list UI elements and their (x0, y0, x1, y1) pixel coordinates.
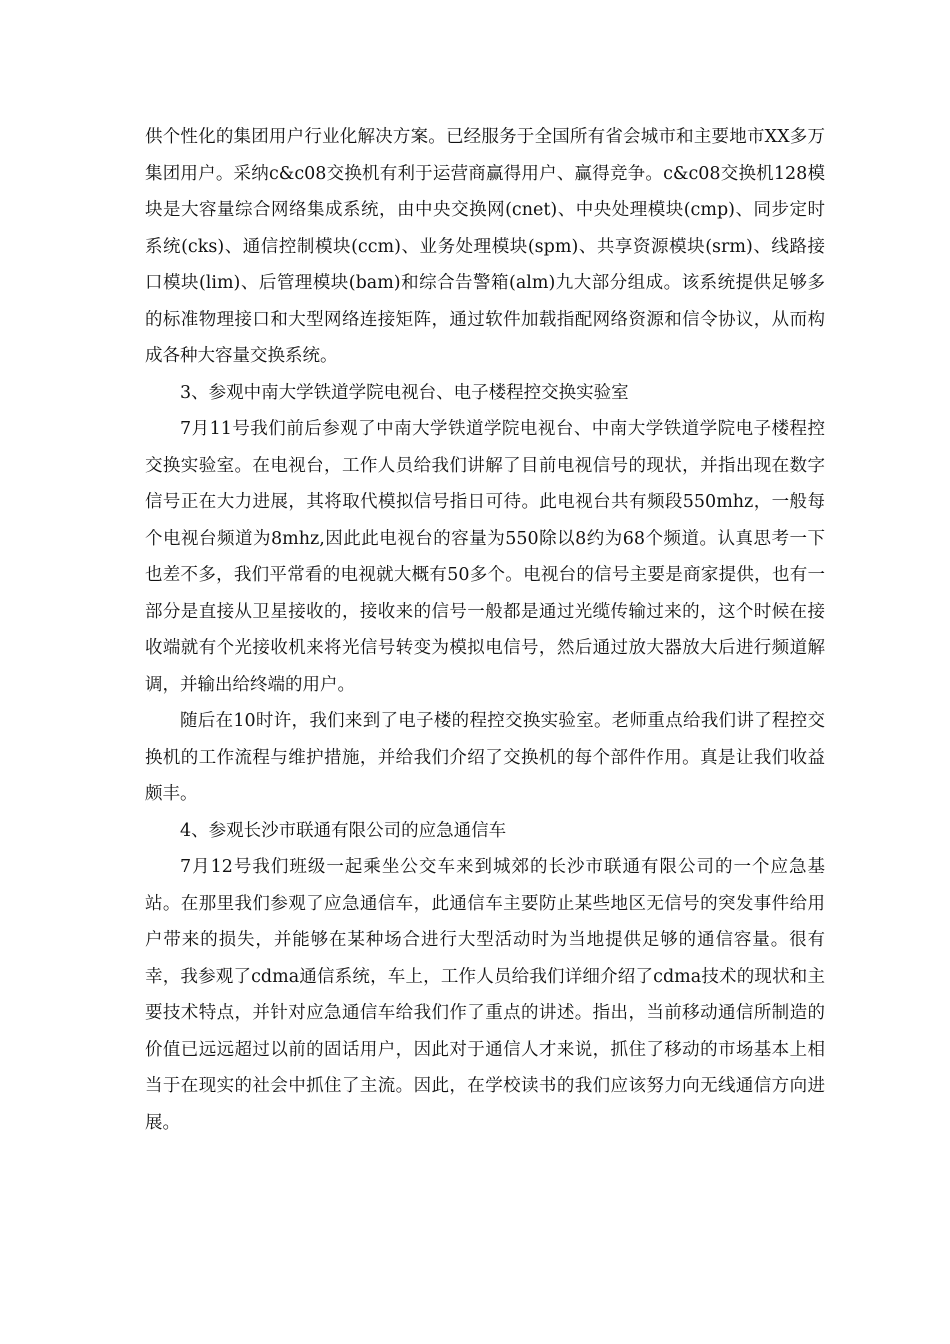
paragraph-continued-intro: 供个性化的集团用户行业化解决方案。已经服务于全国所有省会城市和主要地市XX多万集团用户。采纳c&c08交换机有利于运营商赢得用户、赢得竞争。c&c08交换机128模块是大容量综合网络集成系统，由中央交换网(cnet)、中央处理模块(cmp)、同步定时系统(cks)、通信控制模块(ccm)、业务处理模块(spm)、共享资源模块(srm)、线路接口模块(lim)、后管理模块(bam)和综合告警箱(alm)九大部分组成。该系统提供足够多的标准物理接口和大型网络连接矩阵，通过软件加载指配网络资源和信令协议，从而构成各种大容量交换系统。 (145, 127, 825, 366)
paragraph-tv-station-visit: 7月11号我们前后参观了中南大学铁道学院电视台、中南大学铁道学院电子楼程控交换实验室。在电视台，工作人员给我们讲解了目前电视信号的现状，并指出现在数字信号正在大力进展，其将取代模拟信号指日可待。此电视台共有频段550mhz，一般每个电视台频道为8mhz,因此此电视台的容量为550除以8约为68个频道。认真思考一下也差不多，我们平常看的电视就大概有50多个。电视台的信号主要是商家提供，也有一部分是直接从卫星接收的，接收来的信号一般都是通过光缆传输过来的，这个时候在接收端就有个光接收机来将光信号转变为模拟电信号，然后通过放大器放大后进行频道解调，并输出给终端的用户。 (145, 419, 825, 695)
paragraph-switching-lab-visit: 随后在10时许，我们来到了电子楼的程控交换实验室。老师重点给我们讲了程控交换机的工作流程与维护措施，并给我们介绍了交换机的每个部件作用。真是让我们收益颇丰。 (145, 711, 825, 804)
section-heading-3: 3、参观中南大学铁道学院电视台、电子楼程控交换实验室 (180, 382, 629, 403)
document-body (145, 119, 825, 1141)
section-heading-4: 4、参观长沙市联通有限公司的应急通信车 (180, 820, 507, 841)
paragraph-emergency-vehicle-visit: 7月12号我们班级一起乘坐公交车来到城郊的长沙市联通有限公司的一个应急基站。在那里我们参观了应急通信车，此通信车主要防止某些地区无信号的突发事件给用户带来的损失，并能够在某种场合进行大型活动时为当地提供足够的通信容量。很有幸，我参观了cdma通信系统，车上，工作人员给我们详细介绍了cdma技术的现状和主要技术特点，并针对应急通信车给我们作了重点的讲述。指出，当前移动通信所制造的价值已远远超过以前的固话用户，因此对于通信人才来说，抓住了移动的市场基本上相当于在现实的社会中抓住了主流。因此，在学校读书的我们应该努力向无线通信方向进展。 (145, 857, 825, 1133)
